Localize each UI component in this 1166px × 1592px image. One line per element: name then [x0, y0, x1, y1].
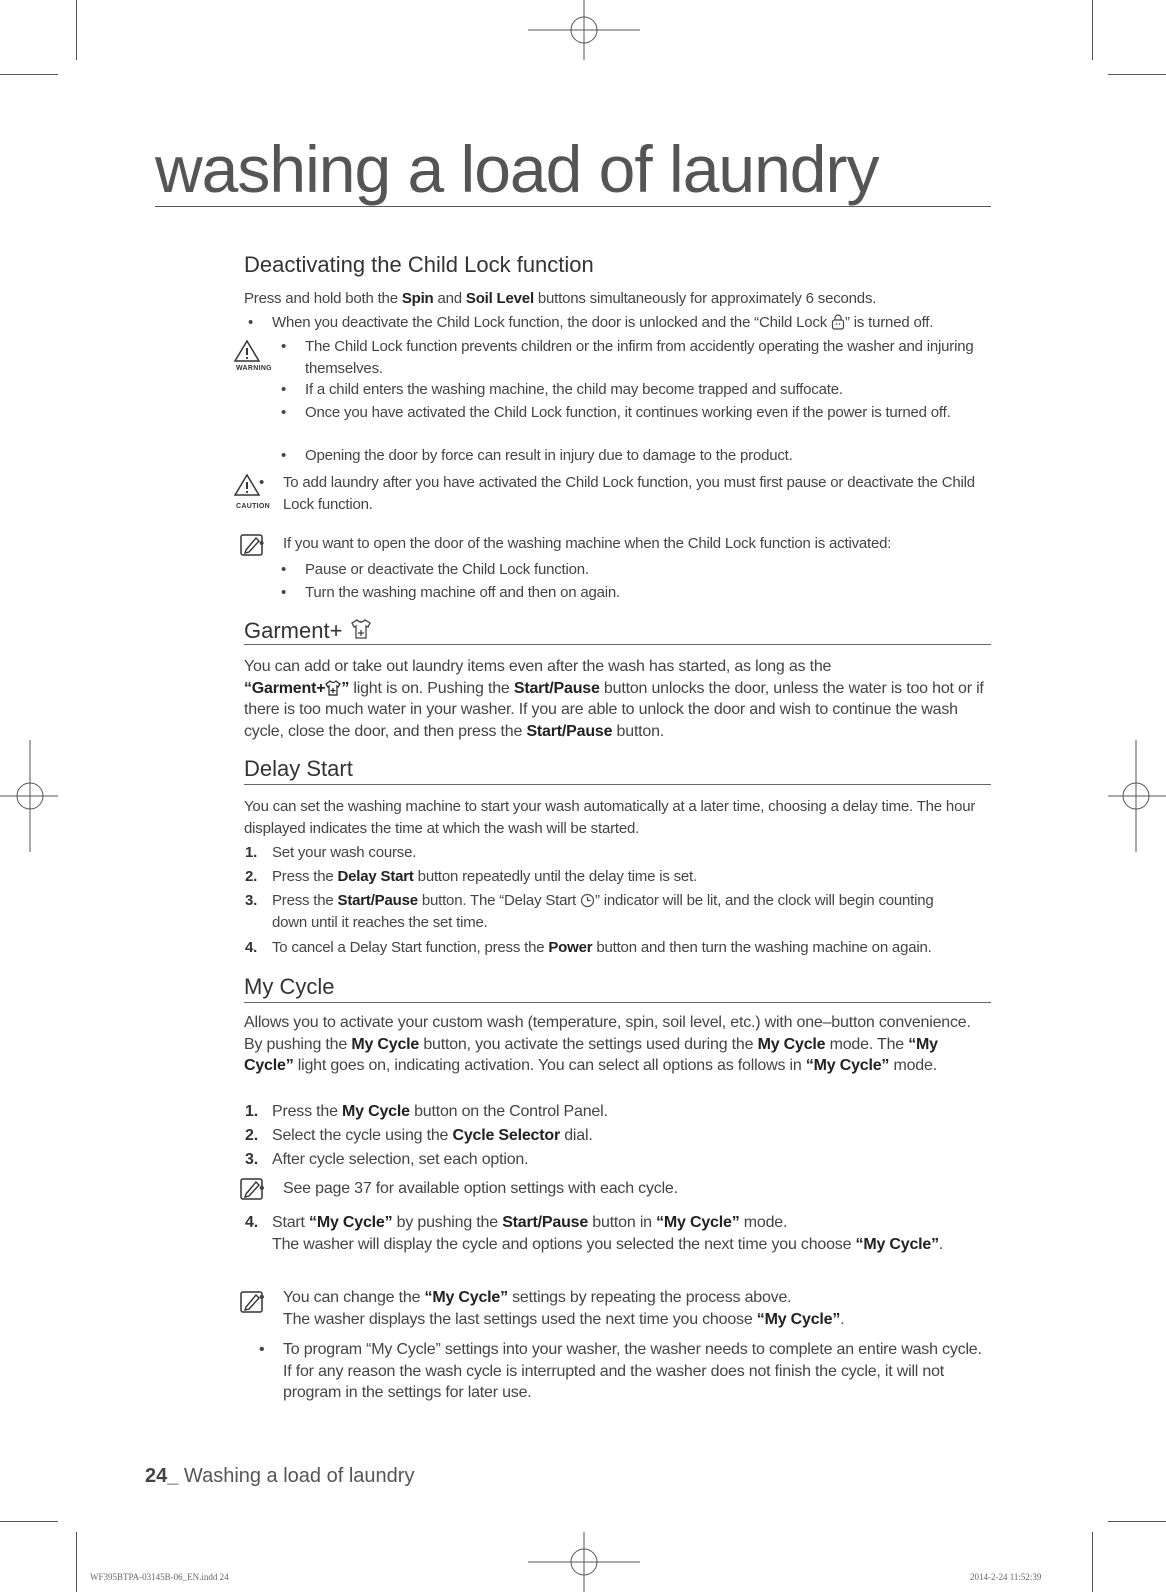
- mycycle-heading: My Cycle: [244, 974, 335, 999]
- garment-icon: [349, 618, 373, 640]
- warning-label: WARNING: [236, 365, 272, 372]
- note-bullet: • Pause or deactivate the Child Lock function.: [305, 559, 975, 581]
- caution-label: CAUTION: [236, 503, 270, 510]
- delay-step: 4. To cancel a Delay Start function, press the Power button and then turn the washing machine on again.: [245, 939, 932, 956]
- mycycle-step: 1. Press the My Cycle button on the Control Panel.: [245, 1103, 608, 1120]
- garment-paragraph: You can add or take out laundry items even after the wash has started, as long as the “Garment+ ” light is on. Pushing the Start/Pause button unlocks the door, unless the water is too hot or if there is too much water in your washer. If you are able to unlock the door and wish to continue the wash cycle, close the door, and then press the Start/Pause button.: [244, 658, 984, 740]
- crop-mark: [0, 74, 58, 75]
- registration-mark-right: [1108, 740, 1166, 852]
- mycycle-note-change: • You can change the “My Cycle” settings by repeating the process above. The washer displays the last settings used the next time you choose “My Cycle”.: [283, 1287, 983, 1330]
- crop-mark: [1108, 1521, 1166, 1522]
- garment-heading: Garment+: [244, 618, 373, 642]
- crop-mark: [1092, 0, 1093, 60]
- title-rule: [155, 206, 991, 207]
- note-text: • If you want to open the door of the washing machine when the Child Lock function is activated:: [283, 533, 983, 555]
- child-lock-intro: Press and hold both the Spin and Soil Level buttons simultaneously for approximately 6 seconds.: [244, 290, 877, 307]
- crop-mark: [1092, 1532, 1093, 1592]
- mycycle-rule: [244, 1002, 991, 1003]
- warning-item: • If a child enters the washing machine, the child may become trapped and suffocate.: [305, 379, 975, 401]
- crop-mark: [1108, 74, 1166, 75]
- delay-rule: [244, 784, 991, 785]
- crop-mark: [76, 0, 77, 60]
- crop-mark: [0, 1521, 58, 1522]
- garment-icon: [325, 680, 341, 696]
- warning-item: • Once you have activated the Child Lock function, it continues working even if the power is turned off.: [305, 402, 975, 424]
- garment-rule: [244, 644, 991, 645]
- warning-item: • The Child Lock function prevents children or the infirm from accidently operating the washer and injuring themselves.: [305, 336, 975, 379]
- warning-icon: [234, 340, 260, 362]
- page-title: washing a load of laundry: [155, 132, 879, 206]
- crop-mark: [76, 1532, 77, 1592]
- delay-step: 1. Set your wash course.: [245, 844, 417, 861]
- child-lock-icon: [831, 314, 845, 330]
- child-lock-heading: Deactivating the Child Lock function: [244, 252, 594, 277]
- mycycle-step: 2. Select the cycle using the Cycle Selector dial.: [245, 1127, 593, 1144]
- delay-step: 3. Press the Start/Pause button. The “Delay Start ” indicator will be lit, and the clock will begin counting down until it reaches the set time.: [245, 892, 934, 931]
- delay-start-icon: [580, 893, 595, 908]
- mycycle-intro: Allows you to activate your custom wash (temperature, spin, soil level, etc.) with one–button convenience. By pushing the My Cycle button, you activate the settings used during the My Cycle mode. The “My Cycle” light goes on, indicating activation. You can select all options as follows in “My Cycle” mode.: [244, 1014, 971, 1074]
- page-footer: 24_ Washing a load of laundry: [145, 1465, 415, 1487]
- mycycle-step: 4. Start “My Cycle” by pushing the Start/Pause button in “My Cycle” mode. The washer will display the cycle and options you selected the next time you choose “My Cycle”.: [245, 1214, 944, 1253]
- mycycle-note: • See page 37 for available option settings with each cycle.: [283, 1178, 983, 1200]
- warning-item: • Opening the door by force can result in injury due to damage to the product.: [305, 445, 975, 467]
- delay-step: 2. Press the Delay Start button repeatedly until the delay time is set.: [245, 868, 697, 885]
- delay-heading: Delay Start: [244, 756, 353, 781]
- delay-intro: You can set the washing machine to start your wash automatically at a later time, choosing a delay time. The hour displayed indicates the time at which the wash will be started.: [244, 798, 976, 837]
- mycycle-note-program: • To program “My Cycle” settings into your washer, the washer needs to complete an entire wash cycle. If for any reason the wash cycle is interrupted and the washer does not finish the cycle, it will not program in the settings for later use.: [283, 1339, 983, 1404]
- registration-mark-bottom: [528, 1532, 640, 1592]
- child-lock-bullet: • When you deactivate the Child Lock function, the door is unlocked and the “Child Lock ” is turned off.: [272, 312, 1002, 334]
- file-slug: WF395BTPA-03145B-06_EN.indd 24: [90, 1572, 229, 1582]
- caution-icon: [234, 474, 260, 496]
- date-slug: 2014-2-24 11:52:39: [970, 1572, 1042, 1582]
- registration-mark-left: [0, 740, 58, 852]
- registration-mark-top: [528, 0, 640, 60]
- mycycle-step: 3. After cycle selection, set each option.: [245, 1151, 529, 1168]
- caution-text: • To add laundry after you have activated the Child Lock function, you must first pause or deactivate the Child Lock function.: [283, 472, 993, 515]
- note-bullet: • Turn the washing machine off and then on again.: [305, 582, 975, 604]
